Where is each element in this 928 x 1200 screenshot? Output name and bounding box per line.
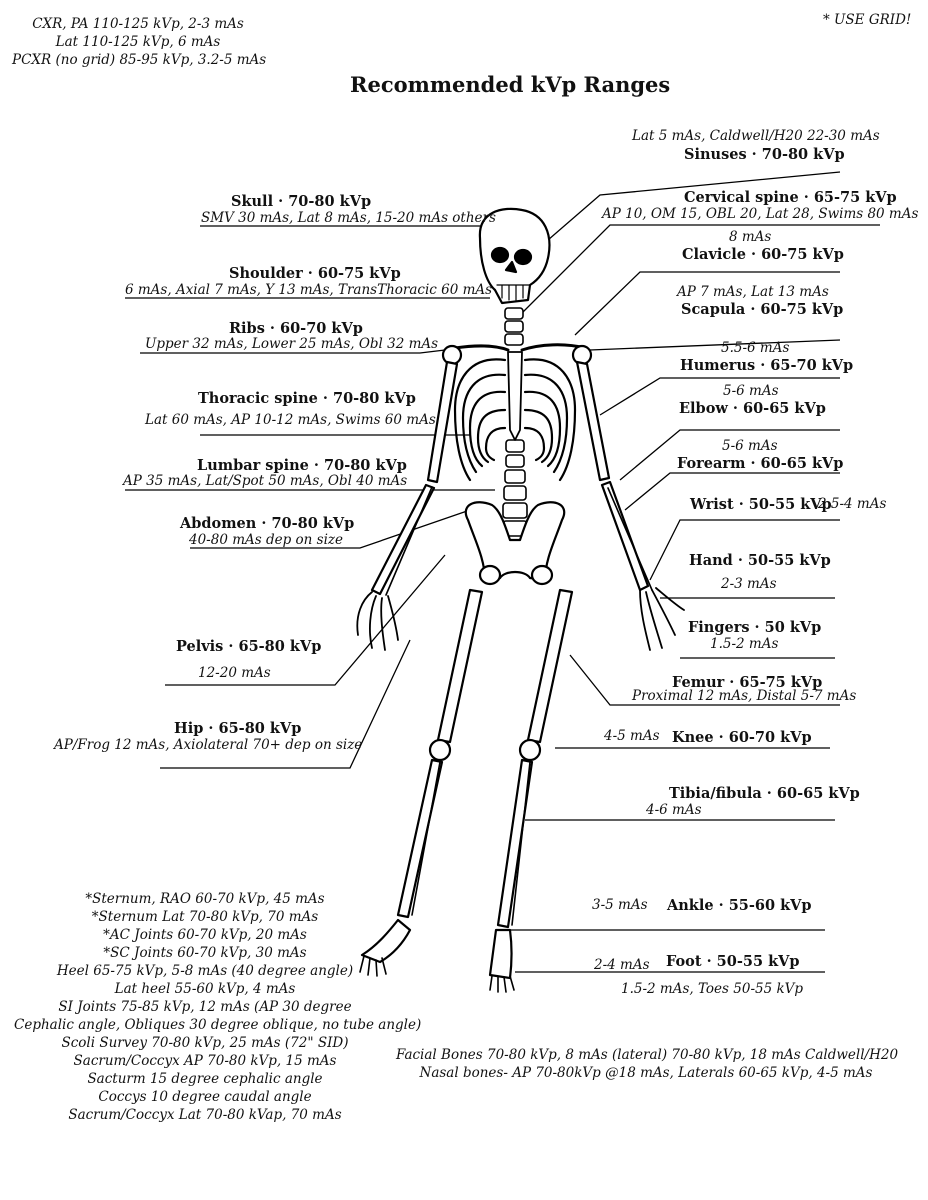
note-line: Coccys 10 degree caudal angle bbox=[98, 1089, 312, 1105]
note-line: Cephalic angle, Obliques 30 degree oblique, no tube angle) bbox=[14, 1017, 422, 1033]
ankle-title: Ankle · 55-60 kVp bbox=[667, 897, 812, 914]
facial-block bbox=[396, 1046, 899, 1082]
foot-detail: 2-4 mAs bbox=[594, 957, 650, 973]
note-line: Sacturm 15 degree cephalic angle bbox=[87, 1071, 323, 1087]
shoulder-detail: 6 mAs, Axial 7 mAs, Y 13 mAs, TransThoracic 60 mAs bbox=[125, 282, 493, 298]
ribs-title: Ribs · 60-70 kVp bbox=[229, 320, 363, 337]
forearm-title: Forearm · 60-65 kVp bbox=[677, 455, 844, 472]
skull-title: Skull · 70-80 kVp bbox=[231, 193, 372, 210]
ankle-detail: 3-5 mAs bbox=[592, 897, 648, 913]
scapula-detail: AP 7 mAs, Lat 13 mAs bbox=[677, 284, 829, 300]
humerus-title: Humerus · 65-70 kVp bbox=[680, 357, 854, 374]
lumbar-detail: AP 35 mAs, Lat/Spot 50 mAs, Obl 40 mAs bbox=[123, 473, 408, 489]
skull-detail: SMV 30 mAs, Lat 8 mAs, 15-20 mAs others bbox=[201, 210, 496, 226]
sinuses-detail: Lat 5 mAs, Caldwell/H20 22-30 mAs bbox=[632, 128, 880, 144]
grid-note: * USE GRID! bbox=[823, 12, 912, 28]
right-arm bbox=[573, 346, 684, 650]
tibia-title: Tibia/fibula · 60-65 kVp bbox=[669, 785, 860, 802]
note-line: *SC Joints 60-70 kVp, 30 mAs bbox=[103, 945, 307, 961]
ribs-detail: Upper 32 mAs, Lower 25 mAs, Obl 32 mAs bbox=[145, 336, 439, 352]
sinuses-title: Sinuses · 70-80 kVp bbox=[684, 146, 845, 163]
wrist-detail: 2.5-4 mAs bbox=[818, 496, 887, 512]
forearm-detail: 5-6 mAs bbox=[722, 438, 778, 454]
fingers-detail: 1.5-2 mAs bbox=[710, 636, 779, 652]
note-line: *Sternum, RAO 60-70 kVp, 45 mAs bbox=[85, 891, 325, 907]
right-leg bbox=[490, 590, 572, 992]
facial-line: Nasal bones- AP 70-80kVp @18 mAs, Laterals 60-65 kVp, 4-5 mAs bbox=[419, 1065, 873, 1081]
note-line: Sacrum/Coccyx Lat 70-80 kVap, 70 mAs bbox=[68, 1107, 342, 1123]
page-title: Recommended kVp Ranges bbox=[350, 72, 671, 97]
hip-title: Hip · 65-80 kVp bbox=[174, 720, 302, 737]
hand-title: Hand · 50-55 kVp bbox=[689, 552, 831, 569]
note-line: Sacrum/Coccyx AP 70-80 kVp, 15 mAs bbox=[73, 1053, 337, 1069]
femur-detail: Proximal 12 mAs, Distal 5-7 mAs bbox=[632, 688, 857, 704]
knee-detail: 4-5 mAs bbox=[604, 728, 660, 744]
foot-title: Foot · 50-55 kVp bbox=[666, 953, 800, 970]
notes-block bbox=[14, 890, 422, 1124]
leader-scapula bbox=[590, 340, 840, 350]
femur-title: Femur · 65-75 kVp bbox=[672, 674, 823, 691]
abdomen-title: Abdomen · 70-80 kVp bbox=[180, 515, 355, 532]
chest-line: Lat 110-125 kVp, 6 mAs bbox=[55, 34, 221, 50]
clavicle-title: Clavicle · 60-75 kVp bbox=[682, 246, 844, 263]
note-line: Scoli Survey 70-80 kVp, 25 mAs (72" SID) bbox=[61, 1035, 349, 1051]
knee-title: Knee · 60-70 kVp bbox=[672, 729, 812, 746]
note-line: *Sternum Lat 70-80 kVp, 70 mAs bbox=[91, 909, 319, 925]
cervical-title: Cervical spine · 65-75 kVp bbox=[684, 189, 897, 206]
chest-line: CXR, PA 110-125 kVp, 2-3 mAs bbox=[32, 16, 244, 32]
lumbar-title: Lumbar spine · 70-80 kVp bbox=[197, 457, 407, 474]
elbow-detail: 5-6 mAs bbox=[723, 383, 779, 399]
shoulder-title: Shoulder · 60-75 kVp bbox=[229, 265, 401, 282]
leader-skull bbox=[200, 226, 490, 230]
chest-block bbox=[12, 15, 267, 69]
leader-wrist bbox=[650, 520, 840, 580]
scapula-title: Scapula · 60-75 kVp bbox=[681, 301, 844, 318]
note-line: Lat heel 55-60 kVp, 4 mAs bbox=[114, 981, 296, 997]
pelvis-detail: 12-20 mAs bbox=[198, 665, 271, 681]
cervical-detail: AP 10, OM 15, OBL 20, Lat 28, Swims 80 mAs bbox=[602, 206, 919, 222]
facial-line: Facial Bones 70-80 kVp, 8 mAs (lateral) 70-80 kVp, 18 mAs Caldwell/H20 bbox=[396, 1047, 899, 1063]
humerus-detail: 5.5-6 mAs bbox=[721, 340, 790, 356]
note-line: Heel 65-75 kVp, 5-8 mAs (40 degree angle) bbox=[56, 963, 354, 979]
note-line: *AC Joints 60-70 kVp, 20 mAs bbox=[103, 927, 307, 943]
chest-line: PCXR (no grid) 85-95 kVp, 3.2-5 mAs bbox=[12, 52, 267, 68]
abdomen-detail: 40-80 mAs dep on size bbox=[189, 532, 344, 548]
clavicle-detail: 8 mAs bbox=[729, 229, 772, 245]
toes-detail: 1.5-2 mAs, Toes 50-55 kVp bbox=[621, 981, 804, 997]
note-line: SI Joints 75-85 kVp, 12 mAs (AP 30 degree bbox=[58, 999, 352, 1015]
thoracic-title: Thoracic spine · 70-80 kVp bbox=[198, 390, 416, 407]
wrist-title: Wrist · 50-55 kVp bbox=[690, 496, 832, 513]
elbow-title: Elbow · 60-65 kVp bbox=[679, 400, 826, 417]
fingers-title: Fingers · 50 kVp bbox=[688, 619, 822, 636]
pelvis-title: Pelvis · 65-80 kVp bbox=[176, 638, 322, 655]
hand-detail: 2-3 mAs bbox=[721, 576, 777, 592]
thoracic-detail: Lat 60 mAs, AP 10-12 mAs, Swims 60 mAs bbox=[145, 412, 436, 428]
hip-detail: AP/Frog 12 mAs, Axiolateral 70+ dep on size bbox=[54, 737, 363, 753]
tibia-detail: 4-6 mAs bbox=[646, 802, 702, 818]
